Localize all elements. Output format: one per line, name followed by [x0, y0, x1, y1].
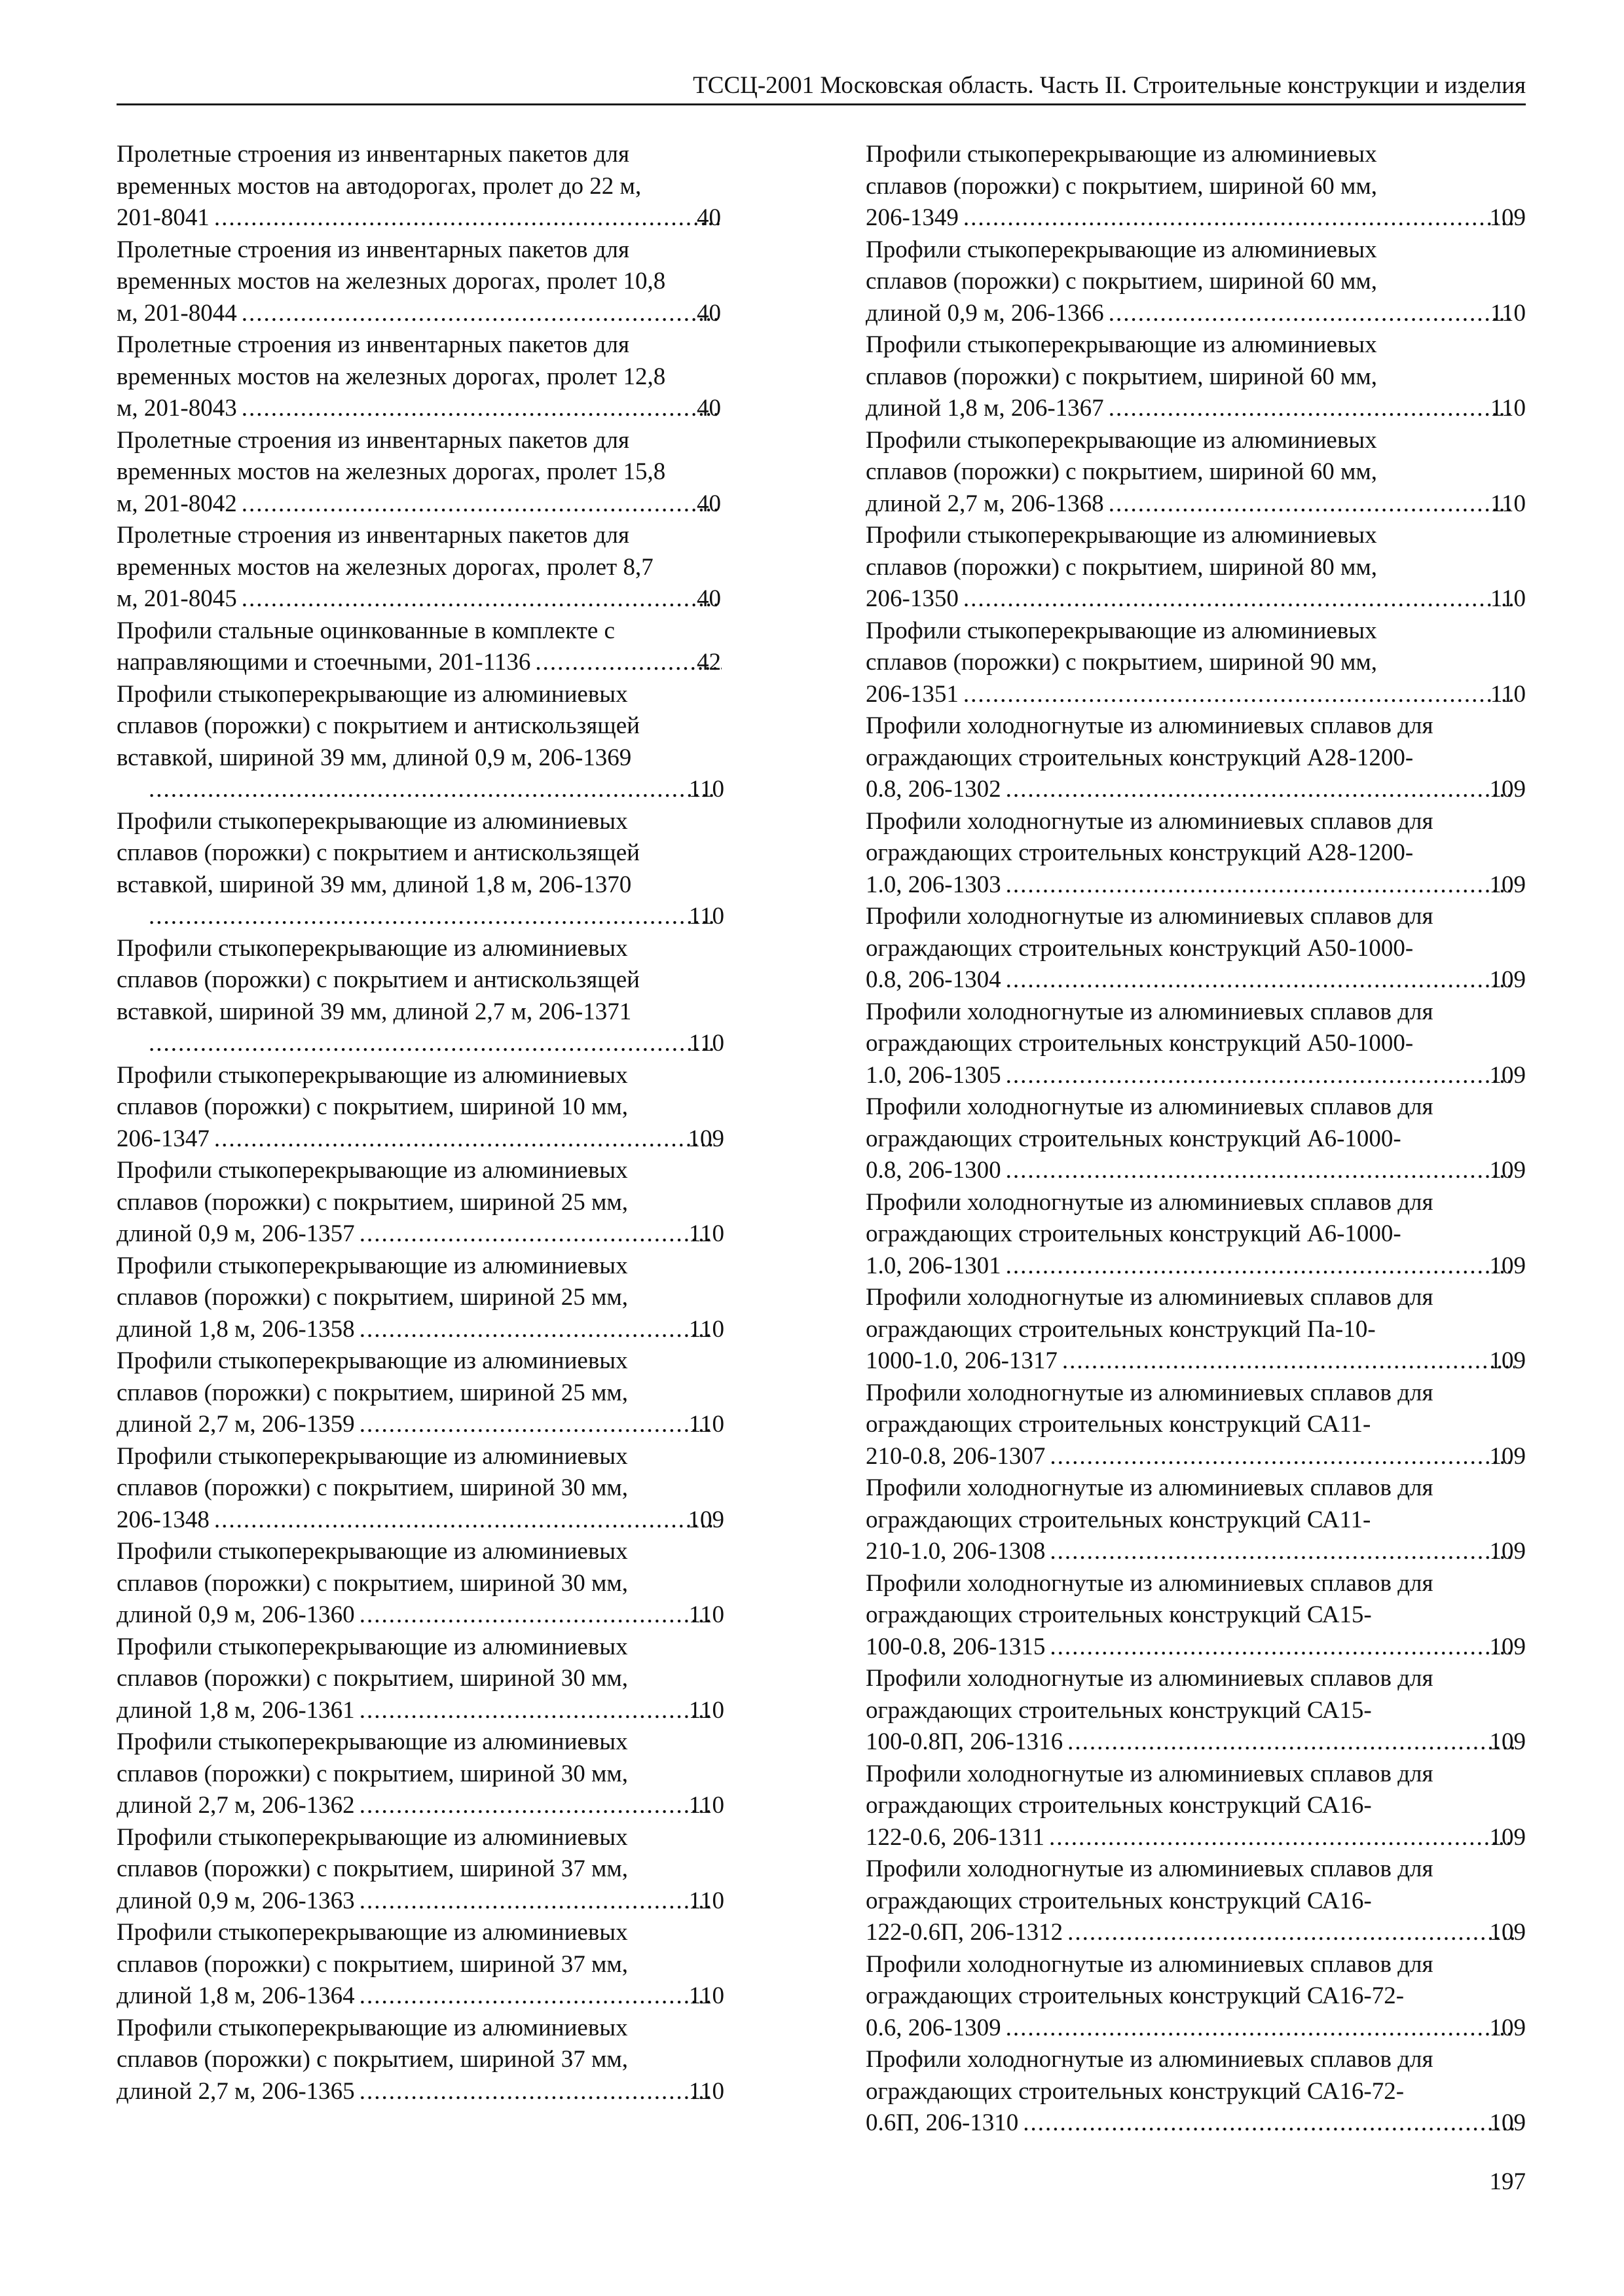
index-entry [117, 234, 724, 330]
index-entry [117, 1250, 724, 1346]
index-entry-code: 0.6, 206-1309 [866, 2014, 1001, 2041]
dot-leader [240, 393, 722, 425]
index-entry-reference [866, 1060, 1526, 1092]
index-entry-reference [866, 1345, 1526, 1377]
index-entry-page: 110 [1490, 299, 1526, 327]
header-rule [117, 103, 1526, 105]
index-entry-text: сплавов (порожки) с покрытием, шириной 25 мм, [117, 1284, 629, 1311]
index-entry-page: 109 [1489, 1442, 1526, 1470]
index-entry [117, 1155, 724, 1250]
index-entry-page: 109 [1489, 966, 1526, 993]
index-entry-page: 110 [688, 903, 724, 930]
index-entry-page: 110 [1490, 490, 1526, 517]
index-entry-reference [866, 2013, 1526, 2045]
index-entry [866, 1568, 1526, 1664]
dot-leader [358, 1599, 714, 1631]
index-entry [866, 1949, 1526, 2045]
index-entry-page: 109 [1489, 1347, 1526, 1374]
index-entry-text: ограждающих строительных конструкций А6-1000- [866, 1220, 1401, 1247]
index-entry-reference [866, 1726, 1526, 1758]
index-entry-text: сплавов (порожки) с покрытием, шириной 60 мм, [866, 268, 1378, 295]
index-entry-code: м, 201-8044 [117, 299, 237, 327]
index-entry-code: м, 201-8043 [117, 395, 237, 422]
index-entry-text: Профили холодногнутые из алюминиевых сплавов для [866, 903, 1433, 930]
index-entry [117, 1345, 724, 1441]
index-entry-page: 109 [1489, 204, 1526, 231]
index-entry [866, 234, 1526, 330]
index-entry-text: ограждающих строительных конструкций А6-1000- [866, 1125, 1401, 1152]
index-entry-text: ограждающих строительных конструкций А28-1200- [866, 839, 1414, 866]
dot-leader [1004, 1060, 1515, 1092]
index-entry [866, 1282, 1526, 1377]
index-entry-reference: м, 201-8045 ..... 40 [144, 583, 724, 615]
index-entry-text: сплавов (порожки) с покрытием, шириной 25 мм, [117, 1188, 629, 1216]
index-entry-text: сплавов (порожки) с покрытием, шириной 37 мм, [117, 2046, 629, 2073]
index-entry-text: Профили стыкоперекрывающие из алюминиевых [117, 1442, 628, 1470]
index-entry-text: Профили стыкоперекрывающие из алюминиевых [866, 141, 1377, 168]
index-entry-text: Профили холодногнутые из алюминиевых сплавов для [866, 1474, 1433, 1501]
index-entry-reference: м, 201-8043 ..... 40 [144, 393, 724, 425]
index-entry-reference [866, 1631, 1526, 1664]
index-entry-reference [144, 1028, 724, 1060]
index-entry-code: 206-1347 [117, 1125, 210, 1152]
index-entry-page: 110 [688, 1887, 724, 1914]
index-entry [866, 1187, 1526, 1283]
index-entry-reference [117, 1695, 724, 1727]
index-entry-text: временных мостов на железных дорогах, пролет 12,8 [117, 363, 666, 390]
index-entry-text: Профили стыкоперекрывающие из алюминиевых [117, 1538, 628, 1565]
index-entry-text: Пролетные строения из инвентарных пакетов для [117, 331, 630, 358]
index-entry-reference [117, 1504, 724, 1537]
index-entry-text: сплавов (порожки) с покрытием, шириной 30 мм, [117, 1569, 629, 1597]
index-entry-text: ограждающих строительных конструкций СА11- [866, 1411, 1371, 1438]
index-entry [117, 1917, 724, 2013]
index-entry [117, 933, 724, 1060]
index-entry-page: 109 [1489, 1538, 1526, 1565]
index-entry-reference [866, 1536, 1526, 1568]
index-entry-code: 206-1350 [866, 585, 959, 612]
index-entry [117, 1726, 724, 1822]
index-entry-reference [866, 774, 1526, 806]
index-entry-code: 206-1349 [866, 204, 959, 231]
index-entry-text: Профили стыкоперекрывающие из алюминиевых [117, 1728, 628, 1755]
index-entry-reference [866, 1250, 1526, 1283]
index-entry [866, 1472, 1526, 1568]
index-entry-reference [117, 1790, 724, 1822]
index-entry-page: 110 [688, 776, 724, 803]
index-entry-code: направляющими и стоечными, 201-1136 [117, 649, 531, 676]
index-entry-text: Профили холодногнутые из алюминиевых сплавов для [866, 1093, 1433, 1120]
index-entry-text: Профили стыкоперекрывающие из алюминиевых [866, 617, 1377, 644]
index-entry-reference [117, 2076, 724, 2108]
index-entry-code: 100-0.8, 206-1315 [866, 1633, 1046, 1660]
index-entry-text: Профили холодногнутые из алюминиевых сплавов для [866, 1760, 1433, 1787]
dot-leader [358, 1218, 714, 1250]
dot-leader [1004, 2013, 1515, 2045]
index-entry-code: 206-1348 [117, 1506, 210, 1533]
index-entry-text: Профили холодногнутые из алюминиевых сплавов для [866, 998, 1433, 1025]
index-entry-reference [117, 1599, 724, 1631]
index-entry-reference [866, 202, 1526, 234]
index-entry-reference [144, 774, 724, 806]
index-entry-page: 109 [688, 1506, 724, 1533]
index-entry-text: Профили стыкоперекрывающие из алюминиевых [866, 522, 1377, 549]
index-entry-text: Профили стыкоперекрывающие из алюминиевых [117, 680, 628, 708]
index-entry-code: 1.0, 206-1303 [866, 871, 1001, 898]
index-entry-code: длиной 2,7 м, 206-1362 [117, 1792, 355, 1819]
index-entry [866, 1091, 1526, 1187]
dot-leader [358, 1980, 714, 2013]
dot-leader [1107, 393, 1515, 425]
index-entry-code: 0.6П, 206-1310 [866, 2109, 1019, 2136]
index-entry-page: 110 [688, 1792, 724, 1819]
index-entry-code: длиной 1,8 м, 206-1361 [117, 1696, 355, 1724]
index-entry-text: вставкой, шириной 39 мм, длиной 2,7 м, 206-1371 [117, 998, 632, 1025]
index-entry-page: 109 [1489, 1157, 1526, 1184]
dot-leader [1107, 298, 1515, 330]
index-entry-reference [117, 1886, 724, 1918]
index-entry-text: сплавов (порожки) с покрытием, шириной 30 мм, [117, 1474, 629, 1501]
index-entry-page: 109 [1489, 871, 1526, 898]
index-entry-text: сплавов (порожки) с покрытием, шириной 60 мм, [866, 363, 1378, 390]
index-entry-text: Пролетные строения из инвентарных пакетов для [117, 141, 630, 168]
index-entry-code: 206-1351 [866, 680, 959, 708]
index-entry-text: вставкой, шириной 39 мм, длиной 0,9 м, 206-1369 [117, 744, 632, 771]
index-entry-text: сплавов (порожки) с покрытием, шириной 80 мм, [866, 553, 1378, 581]
dot-leader [1060, 1345, 1515, 1377]
dot-leader [1004, 774, 1515, 806]
index-entry-page: 109 [1489, 1919, 1526, 1946]
index-entry-page: 109 [1489, 776, 1526, 803]
dot-leader [147, 1028, 714, 1060]
index-entry-text: Профили холодногнутые из алюминиевых сплавов для [866, 1379, 1433, 1406]
index-entry-reference [866, 393, 1526, 425]
index-entry-text: временных мостов на автодорогах, пролет до 22 м, [117, 172, 642, 200]
index-entry [866, 901, 1526, 996]
index-entry-text: ограждающих строительных конструкций СА15- [866, 1601, 1372, 1628]
index-entry-reference [117, 1314, 724, 1346]
index-entry-reference: м, 201-8044 ..... 40 [144, 298, 724, 330]
index-entry-code: 210-0.8, 206-1307 [866, 1442, 1046, 1470]
dot-leader [358, 1409, 714, 1441]
index-entry [866, 2044, 1526, 2140]
index-entry [866, 139, 1526, 234]
index-entry-reference [117, 1218, 724, 1250]
index-entry-page: 109 [1489, 2014, 1526, 2041]
index-entry-page: 109 [1489, 1252, 1526, 1279]
index-entry-text: Пролетные строения из инвентарных пакетов для [117, 522, 630, 549]
index-entry-page: 110 [1490, 395, 1526, 422]
index-entry-reference [866, 869, 1526, 902]
index-entry [117, 1536, 724, 1631]
index-entry-text: вставкой, шириной 39 мм, длиной 1,8 м, 206-1370 [117, 871, 632, 898]
index-entry-page: 109 [1489, 1061, 1526, 1089]
index-entry-page: 110 [688, 1601, 724, 1628]
index-entry-code: длиной 2,7 м, 206-1365 [117, 2077, 355, 2105]
index-entry-page: 110 [688, 1411, 724, 1438]
index-entry-page: 110 [688, 1030, 724, 1057]
dot-leader [358, 1886, 714, 1918]
dot-leader [358, 1695, 714, 1727]
index-entry-text: временных мостов на железных дорогах, пролет 10,8 [117, 268, 666, 295]
index-entry-text: временных мостов на железных дорогах, пролет 8,7 [117, 553, 654, 581]
dot-leader [1065, 1917, 1514, 1949]
index-entry-code: 1.0, 206-1301 [866, 1252, 1001, 1279]
index-entry-reference [866, 583, 1526, 615]
index-entry-text: Профили холодногнутые из алюминиевых сплавов для [866, 1569, 1433, 1597]
index-entry-reference [866, 964, 1526, 996]
index-entry [866, 996, 1526, 1092]
index-entry-code: 210-1.0, 206-1308 [866, 1538, 1046, 1565]
index-entry [866, 425, 1526, 520]
dot-leader [1021, 2107, 1514, 2140]
index-entry-text: ограждающих строительных конструкций СА11- [866, 1506, 1371, 1533]
index-entry-page: 109 [1489, 1823, 1526, 1851]
index-entry-text: Профили стыкоперекрывающие из алюминиевых [117, 2014, 628, 2041]
index-entry-reference [866, 679, 1526, 711]
index-entry-text: Профили стыкоперекрывающие из алюминиевых [117, 1823, 628, 1851]
index-entry-page: 110 [688, 1696, 724, 1724]
index-entry-text: сплавов (порожки) с покрытием, шириной 10 мм, [117, 1093, 629, 1120]
index-entry [117, 2013, 724, 2108]
index-entry-text: временных мостов на железных дорогах, пролет 15,8 [117, 458, 666, 485]
index-entry-text: Профили стыкоперекрывающие из алюминиевых [117, 1919, 628, 1946]
dot-leader [358, 1314, 714, 1346]
dot-leader [1004, 964, 1515, 996]
index-entry-page: 109 [688, 1125, 724, 1152]
index-entry-text: Профили стыкоперекрывающие из алюминиевых [117, 1347, 628, 1374]
index-entry-code: м, 201-8045 [117, 585, 237, 612]
index-entry-text: Профили стыкоперекрывающие из алюминиевых [117, 1157, 628, 1184]
index-entry-code: длиной 1,8 м, 206-1364 [117, 1982, 355, 2009]
index-entry-reference [866, 1155, 1526, 1187]
index-entry-text: ограждающих строительных конструкций СА16- [866, 1792, 1372, 1819]
index-entry-code: 122-0.6, 206-1311 [866, 1823, 1045, 1851]
index-entry-text: сплавов (порожки) с покрытием, шириной 60 мм, [866, 458, 1378, 485]
index-entry-text: ограждающих строительных конструкций СА16-72- [866, 1982, 1405, 2009]
index-entry-page: 110 [688, 1220, 724, 1247]
index-entry [117, 679, 724, 806]
index-entry [866, 615, 1526, 711]
index-entry-reference [117, 1980, 724, 2013]
index-entry-text: Профили стыкоперекрывающие из алюминиевых [117, 1633, 628, 1660]
index-entry-text: ограждающих строительных конструкций СА16- [866, 1887, 1372, 1914]
page-number: 197 [1489, 2168, 1526, 2195]
index-column-left [117, 139, 724, 2107]
index-entry-text: Профили стальные оцинкованные в комплекте с [117, 617, 615, 644]
index-entry-code: длиной 2,7 м, 206-1359 [117, 1411, 355, 1438]
index-entry [117, 1822, 724, 1918]
index-entry-reference [117, 1409, 724, 1441]
index-entry-text: Профили холодногнутые из алюминиевых сплавов для [866, 2046, 1433, 2073]
dot-leader [1107, 488, 1515, 520]
index-entry [117, 615, 724, 679]
index-entry-text: ограждающих строительных конструкций А28-1200- [866, 744, 1414, 771]
index-entry [117, 139, 724, 234]
dot-leader [1004, 869, 1515, 902]
index-entry [117, 329, 724, 425]
index-entry-text: Профили холодногнутые из алюминиевых сплавов для [866, 1188, 1433, 1216]
index-entry-reference [866, 1917, 1526, 1949]
dot-leader [1047, 1822, 1514, 1854]
index-entry-text: Профили холодногнутые из алюминиевых сплавов для [866, 1950, 1433, 1978]
index-column-right [866, 139, 1526, 2140]
index-entry-code: м, 201-8042 [117, 490, 237, 517]
index-entry-text: Профили стыкоперекрывающие из алюминиевых [117, 934, 628, 962]
index-entry-code: длиной 0,9 м, 206-1363 [117, 1887, 355, 1914]
dot-leader [147, 901, 714, 933]
index-entry-reference [117, 1123, 724, 1156]
index-entry [866, 520, 1526, 615]
index-entry-text: сплавов (порожки) с покрытием, шириной 37 мм, [117, 1855, 629, 1882]
index-entry-page: 110 [688, 1315, 724, 1343]
index-entry-code: 201-8041 [117, 204, 210, 231]
index-entry-code: 0.8, 206-1304 [866, 966, 1001, 993]
dot-leader [1065, 1726, 1514, 1758]
index-entry-text: сплавов (порожки) с покрытием и антискользящей [117, 839, 640, 866]
index-entry-text: Профили стыкоперекрывающие из алюминиевых [866, 426, 1377, 454]
index-entry [866, 1758, 1526, 1854]
dot-leader [212, 1504, 713, 1537]
dot-leader [961, 583, 1515, 615]
dot-leader [240, 583, 722, 615]
dot-leader [358, 1790, 714, 1822]
index-entry-code: длиной 0,9 м, 206-1360 [117, 1601, 355, 1628]
index-entry-reference [866, 1441, 1526, 1473]
running-header: ТССЦ-2001 Московская область. Часть II. Строительные конструкции и изделия [693, 72, 1526, 99]
index-entry [866, 806, 1526, 902]
index-entry [117, 1060, 724, 1156]
index-entry-text: Пролетные строения из инвентарных пакетов для [117, 236, 630, 263]
dot-leader [1004, 1155, 1515, 1187]
index-entry-code: длиной 0,9 м, 206-1357 [117, 1220, 355, 1247]
index-entry-text: сплавов (порожки) с покрытием и антискользящей [117, 966, 640, 993]
dot-leader [1048, 1631, 1514, 1664]
index-entry-code: длиной 1,8 м, 206-1367 [866, 395, 1104, 422]
index-entry-page: 110 [1490, 585, 1526, 612]
index-entry [117, 1631, 724, 1727]
index-entry-code: 100-0.8П, 206-1316 [866, 1728, 1063, 1755]
index-entry-reference [866, 2107, 1526, 2140]
dot-leader [147, 774, 714, 806]
index-entry-page: 110 [688, 2077, 724, 2105]
index-entry-page: 110 [688, 1982, 724, 2009]
index-entry-text: сплавов (порожки) с покрытием, шириной 90 мм, [866, 649, 1378, 676]
index-entry-page: 109 [1489, 2109, 1526, 2136]
index-entry-text: Профили стыкоперекрывающие из алюминиевых [866, 331, 1377, 358]
dot-leader [358, 2076, 714, 2108]
index-entry-text: Профили холодногнутые из алюминиевых сплавов для [866, 712, 1433, 739]
dot-leader [1048, 1536, 1514, 1568]
index-entry-text: сплавов (порожки) с покрытием, шириной 25 мм, [117, 1379, 629, 1406]
index-entry-text: ограждающих строительных конструкций А50-1000- [866, 1030, 1414, 1057]
index-entry-text: Профили стыкоперекрывающие из алюминиевых [117, 1252, 628, 1279]
index-entry-code: 1000-1.0, 206-1317 [866, 1347, 1058, 1374]
index-entry-reference [866, 488, 1526, 520]
index-entry-text: ограждающих строительных конструкций А50-1000- [866, 934, 1414, 962]
index-entry [866, 1853, 1526, 1949]
index-entry-text: Профили стыкоперекрывающие из алюминиевых [117, 807, 628, 835]
index-entry-text: ограждающих строительных конструкций Па-10- [866, 1315, 1376, 1343]
index-entry-text: Профили холодногнутые из алюминиевых сплавов для [866, 1665, 1433, 1692]
index-entry-code: длиной 1,8 м, 206-1358 [117, 1315, 355, 1343]
index-entry [117, 520, 724, 615]
index-entry-text: Пролетные строения из инвентарных пакетов для [117, 426, 630, 454]
index-entry-text: Профили холодногнутые из алюминиевых сплавов для [866, 1284, 1433, 1311]
dot-leader [1004, 1250, 1515, 1283]
index-entry-code: 1.0, 206-1305 [866, 1061, 1001, 1089]
dot-leader [961, 202, 1515, 234]
index-entry [866, 1663, 1526, 1758]
index-entry-page: 109 [1489, 1633, 1526, 1660]
index-entry-reference: направляющими и стоечными, 201-1136 ..... 42 [144, 647, 724, 679]
index-entry-text: Профили стыкоперекрывающие из алюминиевых [117, 1061, 628, 1089]
dot-leader [533, 647, 722, 679]
index-entry-page: 109 [1489, 1728, 1526, 1755]
dot-leader [1048, 1441, 1514, 1473]
dot-leader [212, 202, 722, 234]
index-entry-code: 122-0.6П, 206-1312 [866, 1919, 1063, 1946]
index-entry-text: сплавов (порожки) с покрытием, шириной 37 мм, [117, 1950, 629, 1978]
index-entry-page: 110 [1490, 680, 1526, 708]
index-entry-text: ограждающих строительных конструкций СА16-72- [866, 2077, 1405, 2105]
index-entry-text: сплавов (порожки) с покрытием, шириной 30 мм, [117, 1665, 629, 1692]
dot-leader [240, 488, 722, 520]
index-entry-text: сплавов (порожки) с покрытием, шириной 60 мм, [866, 172, 1378, 200]
index-entry-reference [144, 901, 724, 933]
index-entry [117, 806, 724, 933]
index-entry [117, 425, 724, 520]
index-entry-reference [866, 298, 1526, 330]
index-entry-text: сплавов (порожки) с покрытием, шириной 30 мм, [117, 1760, 629, 1787]
index-entry-reference: м, 201-8042 ..... 40 [144, 488, 724, 520]
index-entry-text: сплавов (порожки) с покрытием и антискользящей [117, 712, 640, 739]
index-entry-text: Профили холодногнутые из алюминиевых сплавов для [866, 807, 1433, 835]
index-entry-code: 0.8, 206-1300 [866, 1157, 1001, 1184]
dot-leader [240, 298, 722, 330]
index-entry-text: Профили стыкоперекрывающие из алюминиевых [866, 236, 1377, 263]
index-entry [866, 329, 1526, 425]
index-entry-text: Профили холодногнутые из алюминиевых сплавов для [866, 1855, 1433, 1882]
index-entry-code: длиной 2,7 м, 206-1368 [866, 490, 1104, 517]
index-entry-code: 0.8, 206-1302 [866, 776, 1001, 803]
dot-leader [961, 679, 1515, 711]
dot-leader [212, 1123, 713, 1156]
index-entry [117, 1441, 724, 1537]
index-entry-reference [866, 1822, 1526, 1854]
index-entry [866, 1377, 1526, 1473]
index-entry-code: длиной 0,9 м, 206-1366 [866, 299, 1104, 327]
index-entry [866, 710, 1526, 806]
index-entry-text: ограждающих строительных конструкций СА15- [866, 1696, 1372, 1724]
index-entry-reference: 201-8041 ..... 40 [144, 202, 724, 234]
